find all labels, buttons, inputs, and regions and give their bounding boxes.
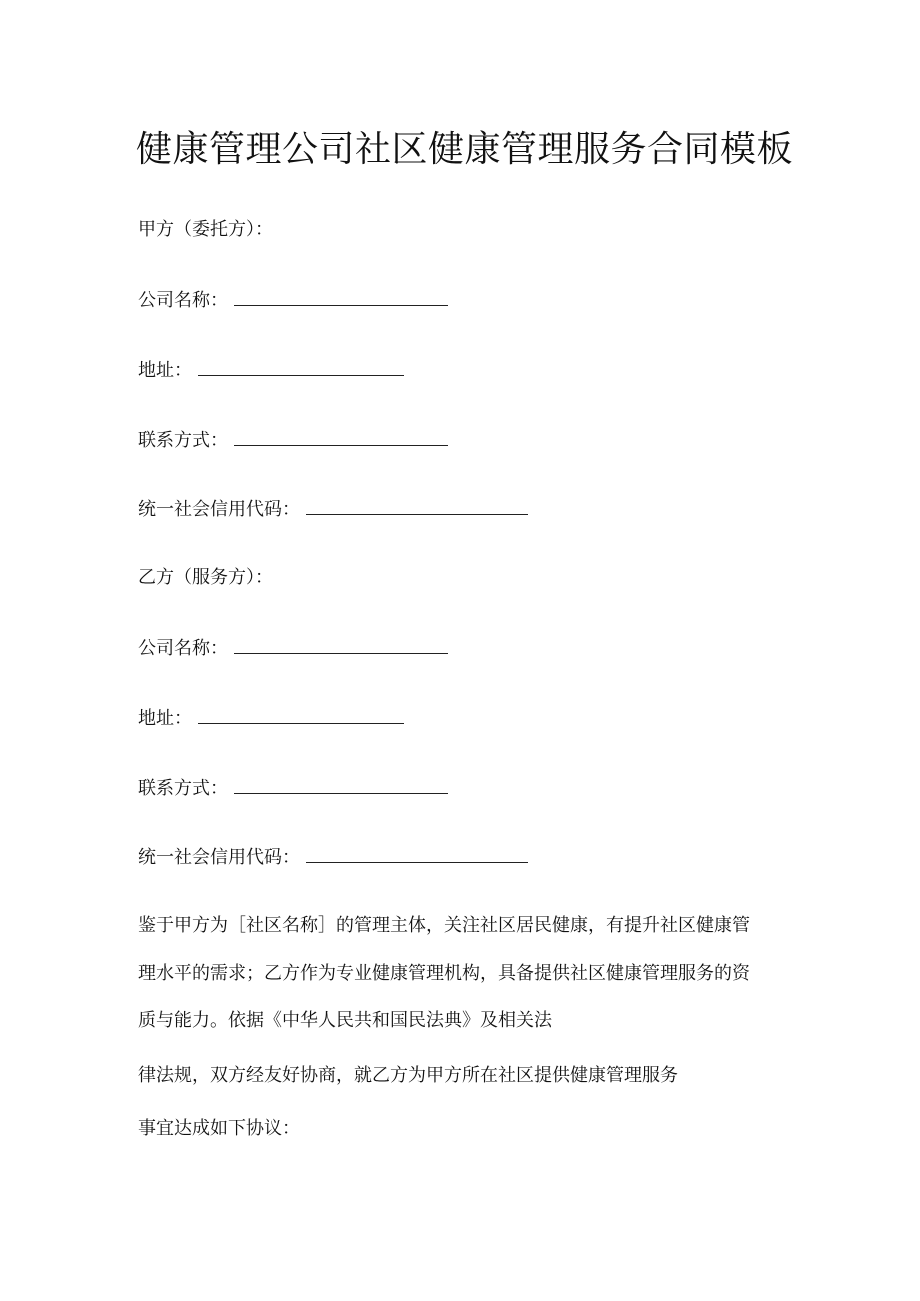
- party-a-company-label: 公司名称：: [138, 290, 228, 311]
- preamble-line: 质与能力。依据《中华人民共和国民法典》及相关法: [138, 1010, 552, 1031]
- party-a-contact-blank: [234, 427, 448, 446]
- party-a-contact-label: 联系方式：: [138, 430, 228, 451]
- party-a-credit-code-blank: [306, 496, 528, 515]
- party-b-heading: [138, 566, 273, 590]
- party-b-contact-label: 联系方式：: [138, 778, 228, 799]
- party-b-address-label: 地址：: [138, 708, 192, 729]
- party-a-heading-text: 甲方（委托方）：: [138, 219, 273, 240]
- party-a-address-blank: [198, 357, 404, 376]
- party-b-contact-row: [138, 775, 448, 801]
- preamble-line: 鉴于甲方为［社区名称］的管理主体，关注社区居民健康，有提升社区健康管: [138, 915, 750, 936]
- preamble-line: 律法规，双方经友好协商，就乙方为甲方所在社区提供健康管理服务: [138, 1065, 678, 1086]
- party-a-heading: [138, 218, 273, 242]
- document-title: 健康管理公司社区健康管理服务合同模板: [136, 129, 794, 170]
- party-b-company-label: 公司名称：: [138, 638, 228, 659]
- party-b-credit-code-row: [138, 844, 528, 870]
- party-a-address-row: [138, 357, 404, 383]
- party-a-company-blank: [234, 287, 448, 306]
- party-a-credit-code-label: 统一社会信用代码：: [138, 499, 300, 520]
- party-b-address-row: [138, 705, 404, 731]
- party-b-company-blank: [234, 635, 448, 654]
- party-a-address-label: 地址：: [138, 360, 192, 381]
- preamble-line: 理水平的需求；乙方作为专业健康管理机构，具备提供社区健康管理服务的资: [138, 963, 750, 984]
- party-b-address-blank: [198, 705, 404, 724]
- party-a-contact-row: [138, 427, 448, 453]
- party-b-company-row: [138, 635, 448, 661]
- party-a-company-row: [138, 287, 448, 313]
- party-b-credit-code-label: 统一社会信用代码：: [138, 847, 300, 868]
- party-b-credit-code-blank: [306, 844, 528, 863]
- party-b-contact-blank: [234, 775, 448, 794]
- preamble-line: 事宜达成如下协议：: [138, 1118, 300, 1139]
- party-a-credit-code-row: [138, 496, 528, 522]
- party-b-heading-text: 乙方（服务方）：: [138, 567, 273, 588]
